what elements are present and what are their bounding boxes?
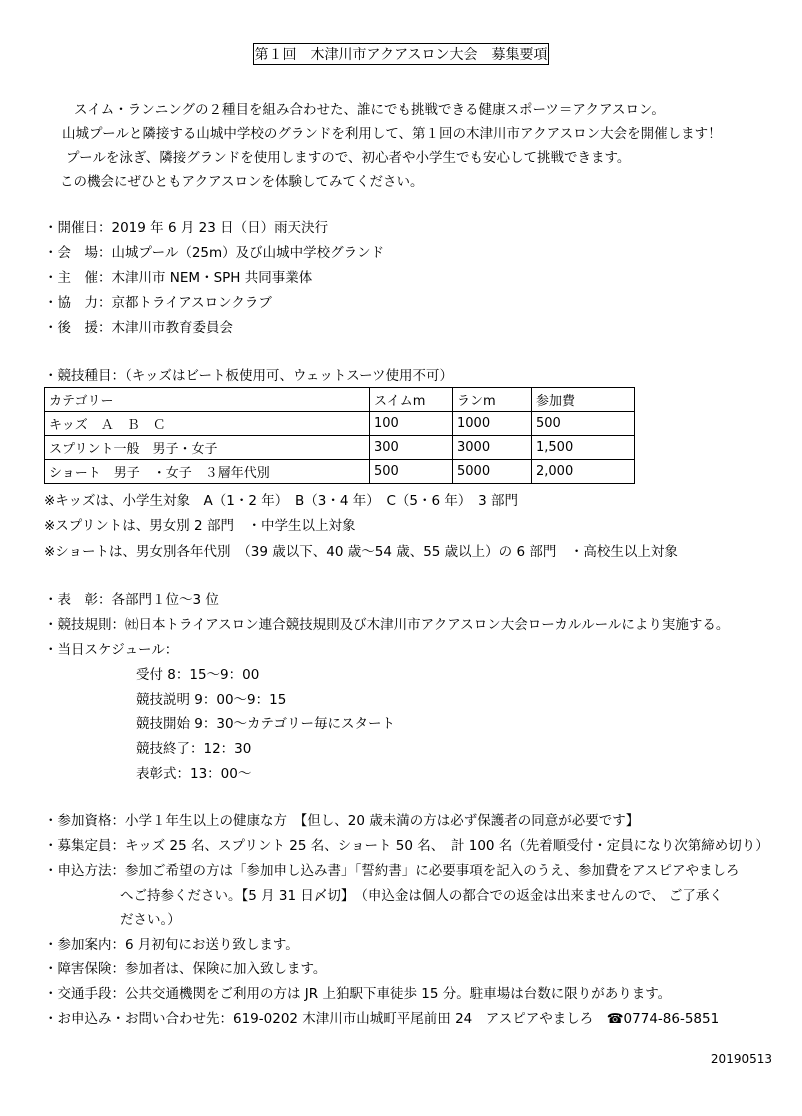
telephone-icon: ☎ xyxy=(606,1011,624,1027)
table-header-cell: スイムm xyxy=(370,388,453,412)
contact xyxy=(44,1007,719,1027)
table-cell: 5000 xyxy=(453,460,532,484)
table-cell: 1000 xyxy=(453,412,532,436)
rules: ・競技規則：㈳日本トライアスロン連合競技規則及び木津川市アクアスロン大会ローカルルールにより実施する。 xyxy=(44,617,730,633)
intro-line-3: プールを泳ぎ、隣接グランドを使用しますので、初心者や小学生でも安心して挑戦できます。 xyxy=(66,150,631,166)
events-heading: ・競技種目：（キッズはビート板使用可、ウェットスーツ使用不可） xyxy=(44,368,454,384)
table-cell: 1,500 xyxy=(532,436,635,460)
schedule-item: 受付 8：15～9：00 xyxy=(136,667,260,683)
page-title: 第１回 木津川市アクアスロン大会 募集要項 xyxy=(253,43,549,65)
note-short: ※ショートは、男女別各年代別 （39 歳以下、40 歳～54 歳、55 歳以上）の 6 部門 ・高校生以上対象 xyxy=(44,544,678,560)
table-cell: 500 xyxy=(532,412,635,436)
schedule-item: 表彰式：13：00～ xyxy=(136,766,252,782)
table-cell: 500 xyxy=(370,460,453,484)
intro-line-1: スイム・ランニングの２種目を組み合わせた、誰にでも挑戦できる健康スポーツ＝アクアスロン。 xyxy=(74,102,665,118)
awards: ・表 彰：各部門１位～3 位 xyxy=(44,592,219,608)
table-cell: キッズ Ａ Ｂ Ｃ xyxy=(45,412,370,436)
capacity: ・募集定員：キッズ 25 名、スプリント 25 名、ショート 50 名、 計 100 名（先着順受付・定員になり次第締め切り） xyxy=(44,838,769,854)
schedule-item: 競技開始 9：30～カテゴリー毎にスタート xyxy=(136,716,396,732)
schedule-label: ・当日スケジュール： xyxy=(44,642,179,658)
organizer: ・主 催：木津川市 NEM・SPH 共同事業体 xyxy=(44,270,313,286)
contact-text: ・お申込み・お問い合わせ先：619-0202 木津川市山城町平尾前田 24 アスピアやましろ xyxy=(44,1011,607,1027)
eligibility: ・参加資格：小学１年生以上の健康な方 【但し、20 歳未満の方は必ず保護者の同意が必要です】 xyxy=(44,813,640,829)
apply-line-1: ・申込方法：参加ご希望の方は「参加申し込み書」「誓約書」に必要事項を記入のうえ、参加費をアスピアやましろ xyxy=(44,863,740,879)
document-date: 20190513 xyxy=(710,1052,772,1066)
insurance: ・障害保険：参加者は、保険に加入致します。 xyxy=(44,961,327,977)
phone-number: 0774-86-5851 xyxy=(623,1011,720,1027)
guide: ・参加案内：6 月初旬にお送り致します。 xyxy=(44,937,299,953)
table-row xyxy=(45,436,635,460)
apply-line-3: ださい。） xyxy=(120,912,181,928)
transport: ・交通手段：公共交通機関をご利用の方は JR 上狛駅下車徒歩 15 分。駐車場は台数に限りがあります。 xyxy=(44,986,672,1002)
intro-line-2: 山城プールと隣接する山城中学校のグランドを利用して、第１回の木津川市アクアスロン大会を開催します！ xyxy=(62,126,722,142)
table-cell: スプリント一般 男子・女子 xyxy=(45,436,370,460)
table-cell: 3000 xyxy=(453,436,532,460)
table-cell: 2,000 xyxy=(532,460,635,484)
table-header-row xyxy=(45,388,635,412)
intro-line-4: この機会にぜひともアクアスロンを体験してみてください。 xyxy=(60,174,424,190)
support: ・後 援：木津川市教育委員会 xyxy=(44,320,233,336)
events-table xyxy=(44,387,635,484)
note-sprint: ※スプリントは、男女別 2 部門 ・中学生以上対象 xyxy=(44,518,356,534)
table-header-cell: 参加費 xyxy=(532,388,635,412)
table-row xyxy=(45,412,635,436)
venue: ・会 場：山城プール（25m）及び山城中学校グランド xyxy=(44,245,385,261)
apply-line-2: へご持参ください。【5 月 31 日〆切】 （申込金は個人の都合での返金は出来ませんので、 ご了承く xyxy=(120,888,723,904)
schedule-item: 競技終了：12：30 xyxy=(136,741,252,757)
event-date: ・開催日：2019 年 6 月 23 日（日）雨天決行 xyxy=(44,220,329,236)
cooperation: ・協 力：京都トライアスロンクラブ xyxy=(44,295,272,311)
note-kids: ※キッズは、小学生対象 A（1・2 年） B（3・4 年） C（5・6 年） 3 部門 xyxy=(44,493,519,509)
schedule-item: 競技説明 9：00～9：15 xyxy=(136,692,287,708)
table-cell: ショート 男子 ・女子 ３層年代別 xyxy=(45,460,370,484)
table-header-cell: ランm xyxy=(453,388,532,412)
table-cell: 300 xyxy=(370,436,453,460)
table-header-cell: カテゴリー xyxy=(45,388,370,412)
table-row xyxy=(45,460,635,484)
table-cell: 100 xyxy=(370,412,453,436)
